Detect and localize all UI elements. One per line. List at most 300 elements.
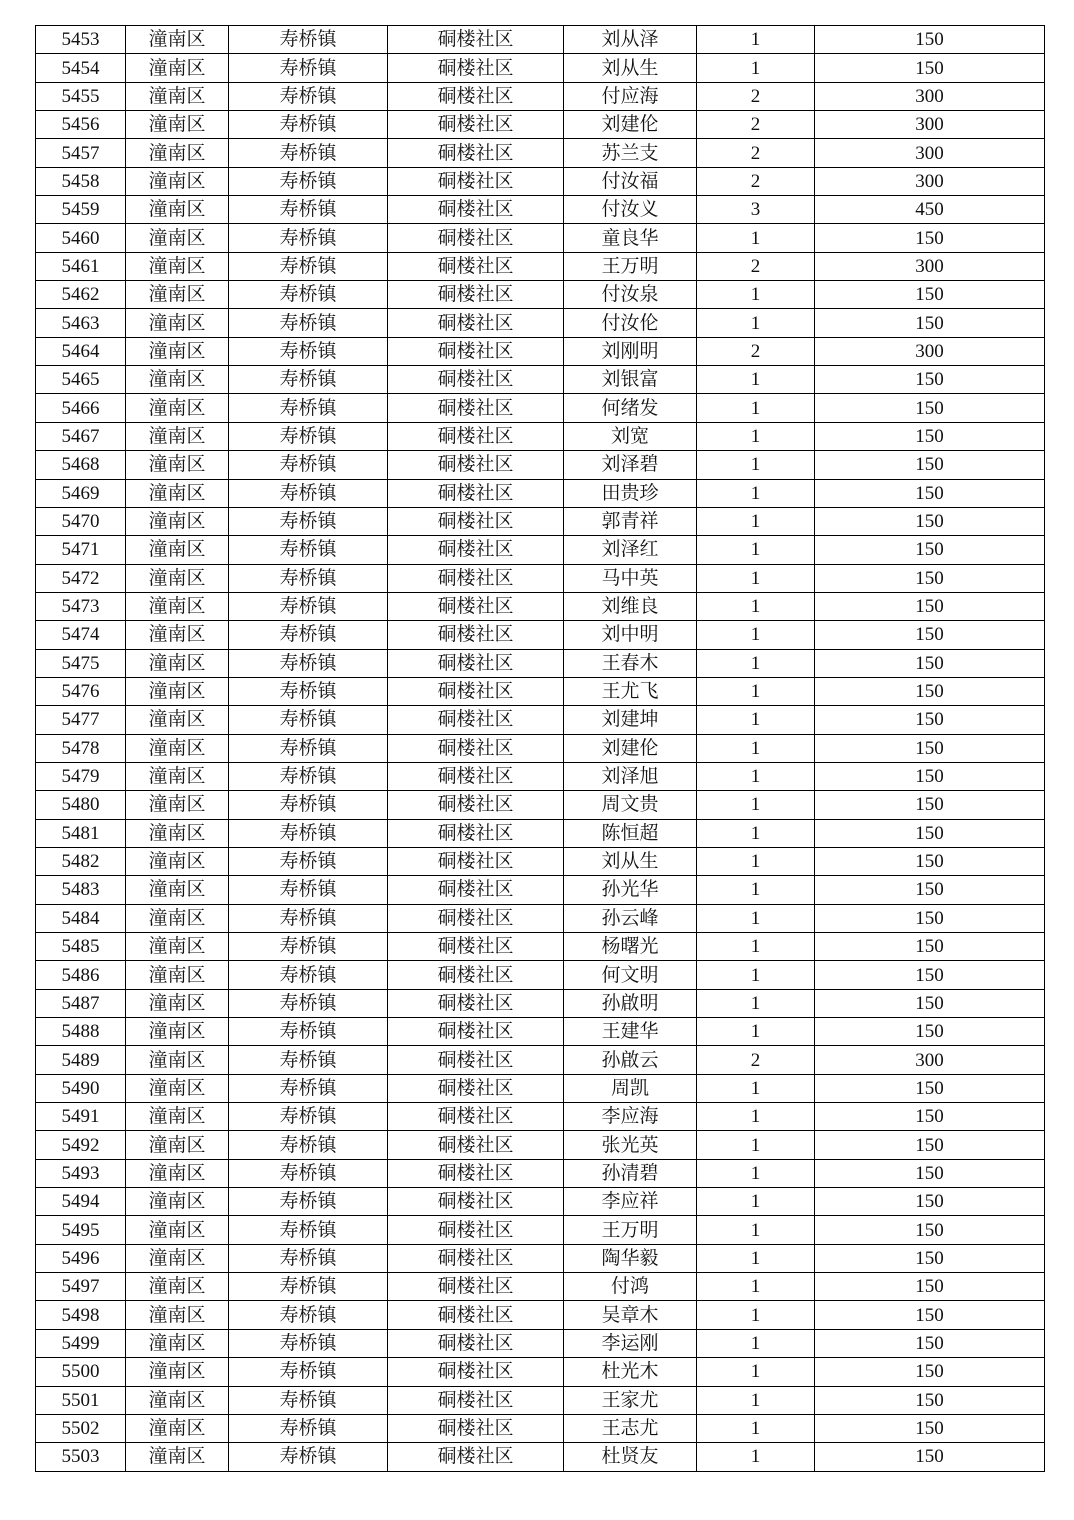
- table-row: [36, 564, 1045, 592]
- amount-cell: 150: [815, 791, 1045, 819]
- row-number: 5482: [36, 847, 126, 875]
- table-row: [36, 196, 1045, 224]
- table-row: [36, 677, 1045, 705]
- name-cell: 付汝伦: [564, 309, 697, 337]
- community-cell: 硐楼社区: [388, 1216, 564, 1244]
- row-number: 5496: [36, 1244, 126, 1272]
- town-cell: 寿桥镇: [229, 224, 388, 252]
- count-cell: 1: [697, 451, 815, 479]
- community-cell: 硐楼社区: [388, 451, 564, 479]
- count-cell: 1: [697, 422, 815, 450]
- amount-cell: 150: [815, 1244, 1045, 1272]
- town-cell: 寿桥镇: [229, 649, 388, 677]
- name-cell: 刘建伦: [564, 111, 697, 139]
- community-cell: 硐楼社区: [388, 139, 564, 167]
- name-cell: 刘泽红: [564, 536, 697, 564]
- count-cell: 1: [697, 224, 815, 252]
- district-cell: 潼南区: [126, 706, 229, 734]
- town-cell: 寿桥镇: [229, 1273, 388, 1301]
- row-number: 5490: [36, 1074, 126, 1102]
- district-cell: 潼南区: [126, 252, 229, 280]
- community-cell: 硐楼社区: [388, 422, 564, 450]
- name-cell: 陈恒超: [564, 819, 697, 847]
- district-cell: 潼南区: [126, 309, 229, 337]
- count-cell: 1: [697, 1358, 815, 1386]
- count-cell: 1: [697, 1301, 815, 1329]
- name-cell: 王春木: [564, 649, 697, 677]
- town-cell: 寿桥镇: [229, 734, 388, 762]
- count-cell: 1: [697, 706, 815, 734]
- community-cell: 硐楼社区: [388, 252, 564, 280]
- row-number: 5457: [36, 139, 126, 167]
- name-cell: 杨曙光: [564, 933, 697, 961]
- row-number: 5483: [36, 876, 126, 904]
- amount-cell: 150: [815, 281, 1045, 309]
- name-cell: 何绪发: [564, 394, 697, 422]
- town-cell: 寿桥镇: [229, 309, 388, 337]
- amount-cell: 150: [815, 1018, 1045, 1046]
- row-number: 5479: [36, 762, 126, 790]
- district-cell: 潼南区: [126, 1131, 229, 1159]
- community-cell: 硐楼社区: [388, 1386, 564, 1414]
- town-cell: 寿桥镇: [229, 1386, 388, 1414]
- count-cell: 1: [697, 621, 815, 649]
- district-cell: 潼南区: [126, 989, 229, 1017]
- district-cell: 潼南区: [126, 791, 229, 819]
- table-row: [36, 819, 1045, 847]
- table-row: [36, 54, 1045, 82]
- community-cell: 硐楼社区: [388, 1414, 564, 1442]
- row-number: 5471: [36, 536, 126, 564]
- count-cell: 1: [697, 54, 815, 82]
- count-cell: 1: [697, 1329, 815, 1357]
- count-cell: 1: [697, 1443, 815, 1471]
- count-cell: 1: [697, 507, 815, 535]
- district-cell: 潼南区: [126, 933, 229, 961]
- amount-cell: 150: [815, 309, 1045, 337]
- count-cell: 1: [697, 734, 815, 762]
- name-cell: 孙啟云: [564, 1046, 697, 1074]
- district-cell: 潼南区: [126, 1046, 229, 1074]
- town-cell: 寿桥镇: [229, 394, 388, 422]
- row-number: 5477: [36, 706, 126, 734]
- table-row: [36, 82, 1045, 110]
- row-number: 5470: [36, 507, 126, 535]
- amount-cell: 150: [815, 54, 1045, 82]
- district-cell: 潼南区: [126, 1329, 229, 1357]
- count-cell: 1: [697, 876, 815, 904]
- name-cell: 刘刚明: [564, 337, 697, 365]
- district-cell: 潼南区: [126, 111, 229, 139]
- name-cell: 刘从泽: [564, 26, 697, 54]
- town-cell: 寿桥镇: [229, 1329, 388, 1357]
- name-cell: 刘银富: [564, 366, 697, 394]
- amount-cell: 150: [815, 366, 1045, 394]
- row-number: 5489: [36, 1046, 126, 1074]
- town-cell: 寿桥镇: [229, 54, 388, 82]
- table-row: [36, 1358, 1045, 1386]
- row-number: 5464: [36, 337, 126, 365]
- table-row: [36, 592, 1045, 620]
- count-cell: 3: [697, 196, 815, 224]
- district-cell: 潼南区: [126, 1103, 229, 1131]
- count-cell: 1: [697, 677, 815, 705]
- name-cell: 周凯: [564, 1074, 697, 1102]
- name-cell: 马中英: [564, 564, 697, 592]
- table-row: [36, 451, 1045, 479]
- town-cell: 寿桥镇: [229, 933, 388, 961]
- name-cell: 童良华: [564, 224, 697, 252]
- name-cell: 王志尤: [564, 1414, 697, 1442]
- town-cell: 寿桥镇: [229, 337, 388, 365]
- district-cell: 潼南区: [126, 224, 229, 252]
- district-cell: 潼南区: [126, 422, 229, 450]
- row-number: 5468: [36, 451, 126, 479]
- amount-cell: 150: [815, 1414, 1045, 1442]
- town-cell: 寿桥镇: [229, 1103, 388, 1131]
- district-cell: 潼南区: [126, 536, 229, 564]
- row-number: 5455: [36, 82, 126, 110]
- district-cell: 潼南区: [126, 26, 229, 54]
- amount-cell: 150: [815, 1159, 1045, 1187]
- table-row: [36, 1046, 1045, 1074]
- name-cell: 王尤飞: [564, 677, 697, 705]
- district-cell: 潼南区: [126, 54, 229, 82]
- amount-cell: 300: [815, 167, 1045, 195]
- name-cell: 付鸿: [564, 1273, 697, 1301]
- amount-cell: 150: [815, 677, 1045, 705]
- community-cell: 硐楼社区: [388, 677, 564, 705]
- row-number: 5469: [36, 479, 126, 507]
- count-cell: 2: [697, 111, 815, 139]
- row-number: 5497: [36, 1273, 126, 1301]
- district-cell: 潼南区: [126, 677, 229, 705]
- count-cell: 1: [697, 281, 815, 309]
- name-cell: 付应海: [564, 82, 697, 110]
- row-number: 5480: [36, 791, 126, 819]
- row-number: 5501: [36, 1386, 126, 1414]
- name-cell: 李应海: [564, 1103, 697, 1131]
- town-cell: 寿桥镇: [229, 876, 388, 904]
- name-cell: 周文贵: [564, 791, 697, 819]
- community-cell: 硐楼社区: [388, 564, 564, 592]
- count-cell: 1: [697, 847, 815, 875]
- amount-cell: 150: [815, 536, 1045, 564]
- count-cell: 1: [697, 1386, 815, 1414]
- count-cell: 2: [697, 167, 815, 195]
- count-cell: 1: [697, 649, 815, 677]
- community-cell: 硐楼社区: [388, 507, 564, 535]
- table-row: [36, 876, 1045, 904]
- town-cell: 寿桥镇: [229, 536, 388, 564]
- district-cell: 潼南区: [126, 479, 229, 507]
- name-cell: 杜光木: [564, 1358, 697, 1386]
- town-cell: 寿桥镇: [229, 451, 388, 479]
- town-cell: 寿桥镇: [229, 1159, 388, 1187]
- district-cell: 潼南区: [126, 1414, 229, 1442]
- name-cell: 孙云峰: [564, 904, 697, 932]
- town-cell: 寿桥镇: [229, 564, 388, 592]
- table-row: [36, 847, 1045, 875]
- name-cell: 刘泽碧: [564, 451, 697, 479]
- table-row: [36, 1103, 1045, 1131]
- table-row: [36, 1159, 1045, 1187]
- row-number: 5456: [36, 111, 126, 139]
- table-row: [36, 1018, 1045, 1046]
- row-number: 5488: [36, 1018, 126, 1046]
- row-number: 5458: [36, 167, 126, 195]
- amount-cell: 300: [815, 252, 1045, 280]
- table-row: [36, 1216, 1045, 1244]
- district-cell: 潼南区: [126, 337, 229, 365]
- row-number: 5462: [36, 281, 126, 309]
- amount-cell: 300: [815, 337, 1045, 365]
- town-cell: 寿桥镇: [229, 1188, 388, 1216]
- community-cell: 硐楼社区: [388, 536, 564, 564]
- name-cell: 杜贤友: [564, 1443, 697, 1471]
- amount-cell: 150: [815, 1443, 1045, 1471]
- amount-cell: 150: [815, 1188, 1045, 1216]
- community-cell: 硐楼社区: [388, 54, 564, 82]
- amount-cell: 150: [815, 479, 1045, 507]
- amount-cell: 150: [815, 734, 1045, 762]
- amount-cell: 150: [815, 1273, 1045, 1301]
- amount-cell: 150: [815, 422, 1045, 450]
- town-cell: 寿桥镇: [229, 762, 388, 790]
- count-cell: 1: [697, 904, 815, 932]
- district-cell: 潼南区: [126, 762, 229, 790]
- name-cell: 郭青祥: [564, 507, 697, 535]
- name-cell: 刘中明: [564, 621, 697, 649]
- community-cell: 硐楼社区: [388, 281, 564, 309]
- name-cell: 李运刚: [564, 1329, 697, 1357]
- count-cell: 1: [697, 1131, 815, 1159]
- table-row: [36, 139, 1045, 167]
- count-cell: 2: [697, 1046, 815, 1074]
- name-cell: 付汝泉: [564, 281, 697, 309]
- amount-cell: 150: [815, 507, 1045, 535]
- community-cell: 硐楼社区: [388, 196, 564, 224]
- community-cell: 硐楼社区: [388, 309, 564, 337]
- district-cell: 潼南区: [126, 82, 229, 110]
- row-number: 5478: [36, 734, 126, 762]
- name-cell: 王家尤: [564, 1386, 697, 1414]
- count-cell: 1: [697, 536, 815, 564]
- table-row: [36, 1443, 1045, 1471]
- community-cell: 硐楼社区: [388, 479, 564, 507]
- town-cell: 寿桥镇: [229, 1216, 388, 1244]
- amount-cell: 150: [815, 1301, 1045, 1329]
- table-row: [36, 26, 1045, 54]
- table-row: [36, 1074, 1045, 1102]
- count-cell: 1: [697, 933, 815, 961]
- town-cell: 寿桥镇: [229, 196, 388, 224]
- table-row: [36, 309, 1045, 337]
- amount-cell: 150: [815, 621, 1045, 649]
- district-cell: 潼南区: [126, 904, 229, 932]
- amount-cell: 150: [815, 1131, 1045, 1159]
- row-number: 5503: [36, 1443, 126, 1471]
- district-cell: 潼南区: [126, 1216, 229, 1244]
- amount-cell: 150: [815, 933, 1045, 961]
- count-cell: 1: [697, 394, 815, 422]
- community-cell: 硐楼社区: [388, 847, 564, 875]
- amount-cell: 150: [815, 762, 1045, 790]
- community-cell: 硐楼社区: [388, 1159, 564, 1187]
- community-cell: 硐楼社区: [388, 366, 564, 394]
- community-cell: 硐楼社区: [388, 819, 564, 847]
- district-cell: 潼南区: [126, 1018, 229, 1046]
- community-cell: 硐楼社区: [388, 961, 564, 989]
- table-row: [36, 337, 1045, 365]
- row-number: 5494: [36, 1188, 126, 1216]
- town-cell: 寿桥镇: [229, 1443, 388, 1471]
- amount-cell: 150: [815, 847, 1045, 875]
- name-cell: 孙啟明: [564, 989, 697, 1017]
- table-row: [36, 252, 1045, 280]
- district-cell: 潼南区: [126, 621, 229, 649]
- count-cell: 2: [697, 337, 815, 365]
- amount-cell: 300: [815, 1046, 1045, 1074]
- row-number: 5475: [36, 649, 126, 677]
- town-cell: 寿桥镇: [229, 422, 388, 450]
- name-cell: 李应祥: [564, 1188, 697, 1216]
- row-number: 5500: [36, 1358, 126, 1386]
- community-cell: 硐楼社区: [388, 734, 564, 762]
- name-cell: 张光英: [564, 1131, 697, 1159]
- town-cell: 寿桥镇: [229, 82, 388, 110]
- table-row: [36, 167, 1045, 195]
- count-cell: 1: [697, 819, 815, 847]
- town-cell: 寿桥镇: [229, 1301, 388, 1329]
- community-cell: 硐楼社区: [388, 82, 564, 110]
- count-cell: 1: [697, 961, 815, 989]
- name-cell: 刘泽旭: [564, 762, 697, 790]
- name-cell: 刘建伦: [564, 734, 697, 762]
- table-row: [36, 762, 1045, 790]
- count-cell: 1: [697, 791, 815, 819]
- town-cell: 寿桥镇: [229, 989, 388, 1017]
- count-cell: 2: [697, 82, 815, 110]
- community-cell: 硐楼社区: [388, 592, 564, 620]
- community-cell: 硐楼社区: [388, 1074, 564, 1102]
- count-cell: 1: [697, 366, 815, 394]
- count-cell: 1: [697, 762, 815, 790]
- district-cell: 潼南区: [126, 281, 229, 309]
- count-cell: 1: [697, 1103, 815, 1131]
- name-cell: 吴章木: [564, 1301, 697, 1329]
- district-cell: 潼南区: [126, 1443, 229, 1471]
- community-cell: 硐楼社区: [388, 167, 564, 195]
- town-cell: 寿桥镇: [229, 111, 388, 139]
- name-cell: 田贵珍: [564, 479, 697, 507]
- community-cell: 硐楼社区: [388, 649, 564, 677]
- amount-cell: 150: [815, 564, 1045, 592]
- name-cell: 刘从生: [564, 847, 697, 875]
- name-cell: 苏兰支: [564, 139, 697, 167]
- town-cell: 寿桥镇: [229, 167, 388, 195]
- row-number: 5461: [36, 252, 126, 280]
- community-cell: 硐楼社区: [388, 904, 564, 932]
- district-cell: 潼南区: [126, 847, 229, 875]
- amount-cell: 150: [815, 1386, 1045, 1414]
- town-cell: 寿桥镇: [229, 847, 388, 875]
- count-cell: 1: [697, 989, 815, 1017]
- district-cell: 潼南区: [126, 649, 229, 677]
- district-cell: 潼南区: [126, 451, 229, 479]
- community-cell: 硐楼社区: [388, 1244, 564, 1272]
- town-cell: 寿桥镇: [229, 961, 388, 989]
- count-cell: 1: [697, 26, 815, 54]
- row-number: 5485: [36, 933, 126, 961]
- amount-cell: 150: [815, 592, 1045, 620]
- district-cell: 潼南区: [126, 1074, 229, 1102]
- town-cell: 寿桥镇: [229, 791, 388, 819]
- town-cell: 寿桥镇: [229, 139, 388, 167]
- row-number: 5502: [36, 1414, 126, 1442]
- count-cell: 2: [697, 139, 815, 167]
- district-cell: 潼南区: [126, 1273, 229, 1301]
- row-number: 5476: [36, 677, 126, 705]
- amount-cell: 150: [815, 451, 1045, 479]
- count-cell: 1: [697, 1188, 815, 1216]
- count-cell: 1: [697, 1159, 815, 1187]
- district-cell: 潼南区: [126, 961, 229, 989]
- table-row: [36, 111, 1045, 139]
- district-cell: 潼南区: [126, 734, 229, 762]
- table-row: [36, 1386, 1045, 1414]
- table-row: [36, 961, 1045, 989]
- count-cell: 1: [697, 1244, 815, 1272]
- community-cell: 硐楼社区: [388, 337, 564, 365]
- row-number: 5466: [36, 394, 126, 422]
- community-cell: 硐楼社区: [388, 876, 564, 904]
- count-cell: 1: [697, 1273, 815, 1301]
- table-row: [36, 507, 1045, 535]
- town-cell: 寿桥镇: [229, 1018, 388, 1046]
- district-cell: 潼南区: [126, 592, 229, 620]
- count-cell: 1: [697, 309, 815, 337]
- town-cell: 寿桥镇: [229, 479, 388, 507]
- table-row: [36, 281, 1045, 309]
- table-row: [36, 1131, 1045, 1159]
- amount-cell: 150: [815, 1216, 1045, 1244]
- row-number: 5486: [36, 961, 126, 989]
- row-number: 5495: [36, 1216, 126, 1244]
- count-cell: 1: [697, 1074, 815, 1102]
- table-row: [36, 1273, 1045, 1301]
- town-cell: 寿桥镇: [229, 904, 388, 932]
- row-number: 5474: [36, 621, 126, 649]
- amount-cell: 150: [815, 1074, 1045, 1102]
- row-number: 5453: [36, 26, 126, 54]
- district-cell: 潼南区: [126, 1358, 229, 1386]
- name-cell: 孙光华: [564, 876, 697, 904]
- community-cell: 硐楼社区: [388, 1131, 564, 1159]
- amount-cell: 300: [815, 139, 1045, 167]
- name-cell: 刘宽: [564, 422, 697, 450]
- table-row: [36, 422, 1045, 450]
- community-cell: 硐楼社区: [388, 111, 564, 139]
- town-cell: 寿桥镇: [229, 507, 388, 535]
- town-cell: 寿桥镇: [229, 1244, 388, 1272]
- district-cell: 潼南区: [126, 564, 229, 592]
- row-number: 5484: [36, 904, 126, 932]
- name-cell: 陶华毅: [564, 1244, 697, 1272]
- district-cell: 潼南区: [126, 139, 229, 167]
- district-cell: 潼南区: [126, 876, 229, 904]
- row-number: 5492: [36, 1131, 126, 1159]
